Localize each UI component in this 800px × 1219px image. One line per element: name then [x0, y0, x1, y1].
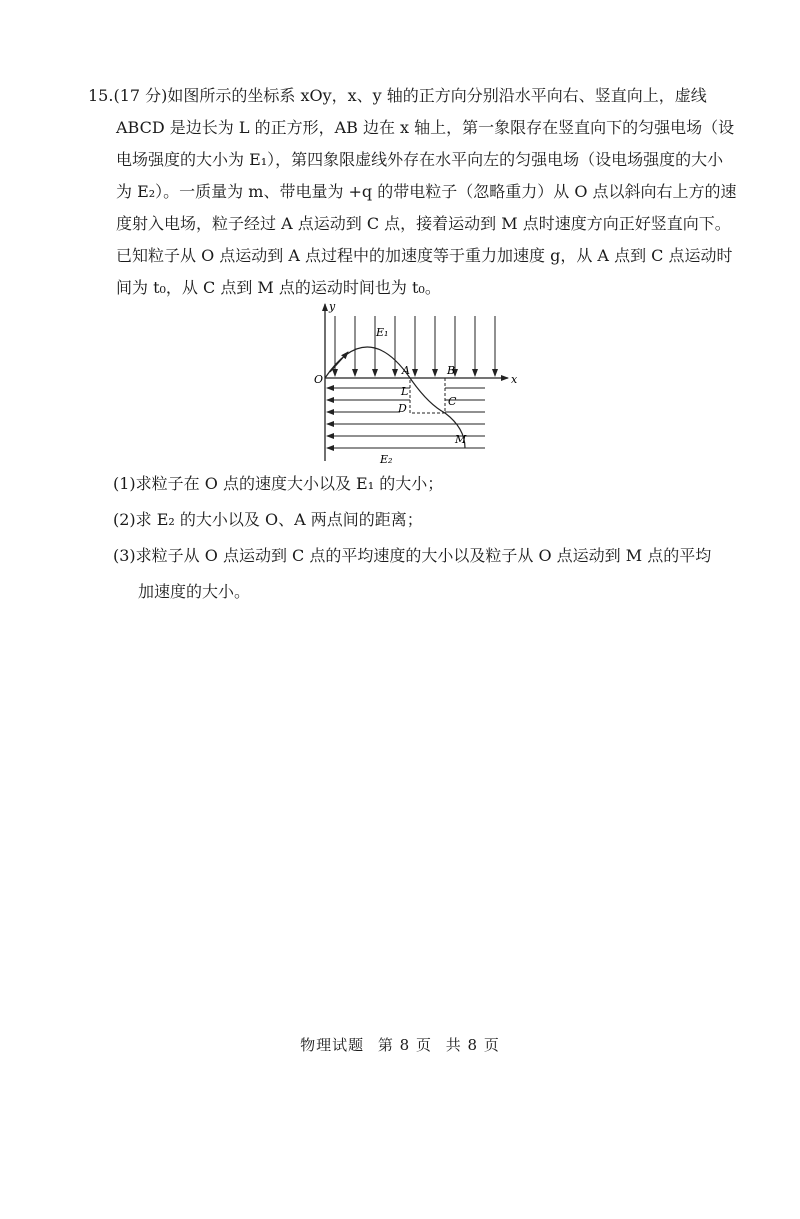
- footer-page: 第 8 页: [377, 1036, 432, 1054]
- label-o: O: [314, 373, 324, 386]
- label-d: D: [398, 402, 407, 415]
- label-a: A: [402, 364, 410, 377]
- stem-line-6: 已知粒子从 O 点运动到 A 点过程中的加速度等于重力加速度 g，从 A 点到 C 点运动时: [116, 246, 733, 265]
- stem-line-7: 间为 t₀，从 C 点到 M 点的运动时间也为 t₀。: [116, 278, 441, 297]
- problem-stem: [88, 80, 737, 304]
- stem-line-5: 度射入电场，粒子经过 A 点运动到 C 点，接着运动到 M 点时速度方向正好竖直向下。: [116, 214, 731, 233]
- question-1: (1)求粒子在 O 点的速度大小以及 E₁ 的大小；: [113, 474, 444, 493]
- label-y: y: [329, 300, 336, 313]
- problem-15: [88, 80, 737, 304]
- stem-line-3: 电场强度的大小为 E₁），第四象限虚线外存在水平向左的匀强电场（设电场强度的大小: [116, 150, 724, 169]
- label-l: L: [401, 385, 409, 398]
- footer-subject: 物理试题: [300, 1036, 365, 1054]
- stem-line-4: 为 E₂）。一质量为 m、带电量为 +q 的带电粒子（忽略重力）从 O 点以斜向右上方的速: [116, 182, 737, 201]
- label-x: x: [511, 373, 518, 386]
- field-diagram: [300, 296, 530, 471]
- problem-points: (17 分): [113, 86, 168, 105]
- stem-text: 如图所示的坐标系 xOy，x、y 轴的正方向分别沿水平向右、竖直向上，虚线: [167, 86, 707, 105]
- label-e1: E₁: [376, 326, 389, 339]
- label-c: C: [448, 395, 457, 408]
- square-abcd: [410, 378, 445, 413]
- initial-velocity-arrow: [330, 352, 348, 372]
- problem-number: 15.: [88, 86, 114, 105]
- label-b: B: [447, 364, 456, 377]
- label-m: M: [455, 433, 467, 446]
- e1-field-lines: [335, 316, 495, 376]
- stem-line-1: [88, 80, 728, 112]
- stem-line-2: ABCD 是边长为 L 的正方形，AB 边在 x 轴上，第一象限存在竖直向下的匀强电场（设: [116, 118, 735, 137]
- question-3-continued: 加速度的大小。: [138, 582, 251, 601]
- footer-total: 共 8 页: [445, 1036, 500, 1054]
- page-footer: [0, 1034, 800, 1055]
- sub-questions: [113, 466, 733, 610]
- label-e2: E₂: [380, 453, 393, 466]
- field-diagram-svg: [300, 296, 530, 471]
- question-3: (3)求粒子从 O 点运动到 C 点的平均速度的大小以及粒子从 O 点运动到 M 点的平均: [113, 546, 712, 565]
- question-2: (2)求 E₂ 的大小以及 O、A 两点间的距离；: [113, 510, 423, 529]
